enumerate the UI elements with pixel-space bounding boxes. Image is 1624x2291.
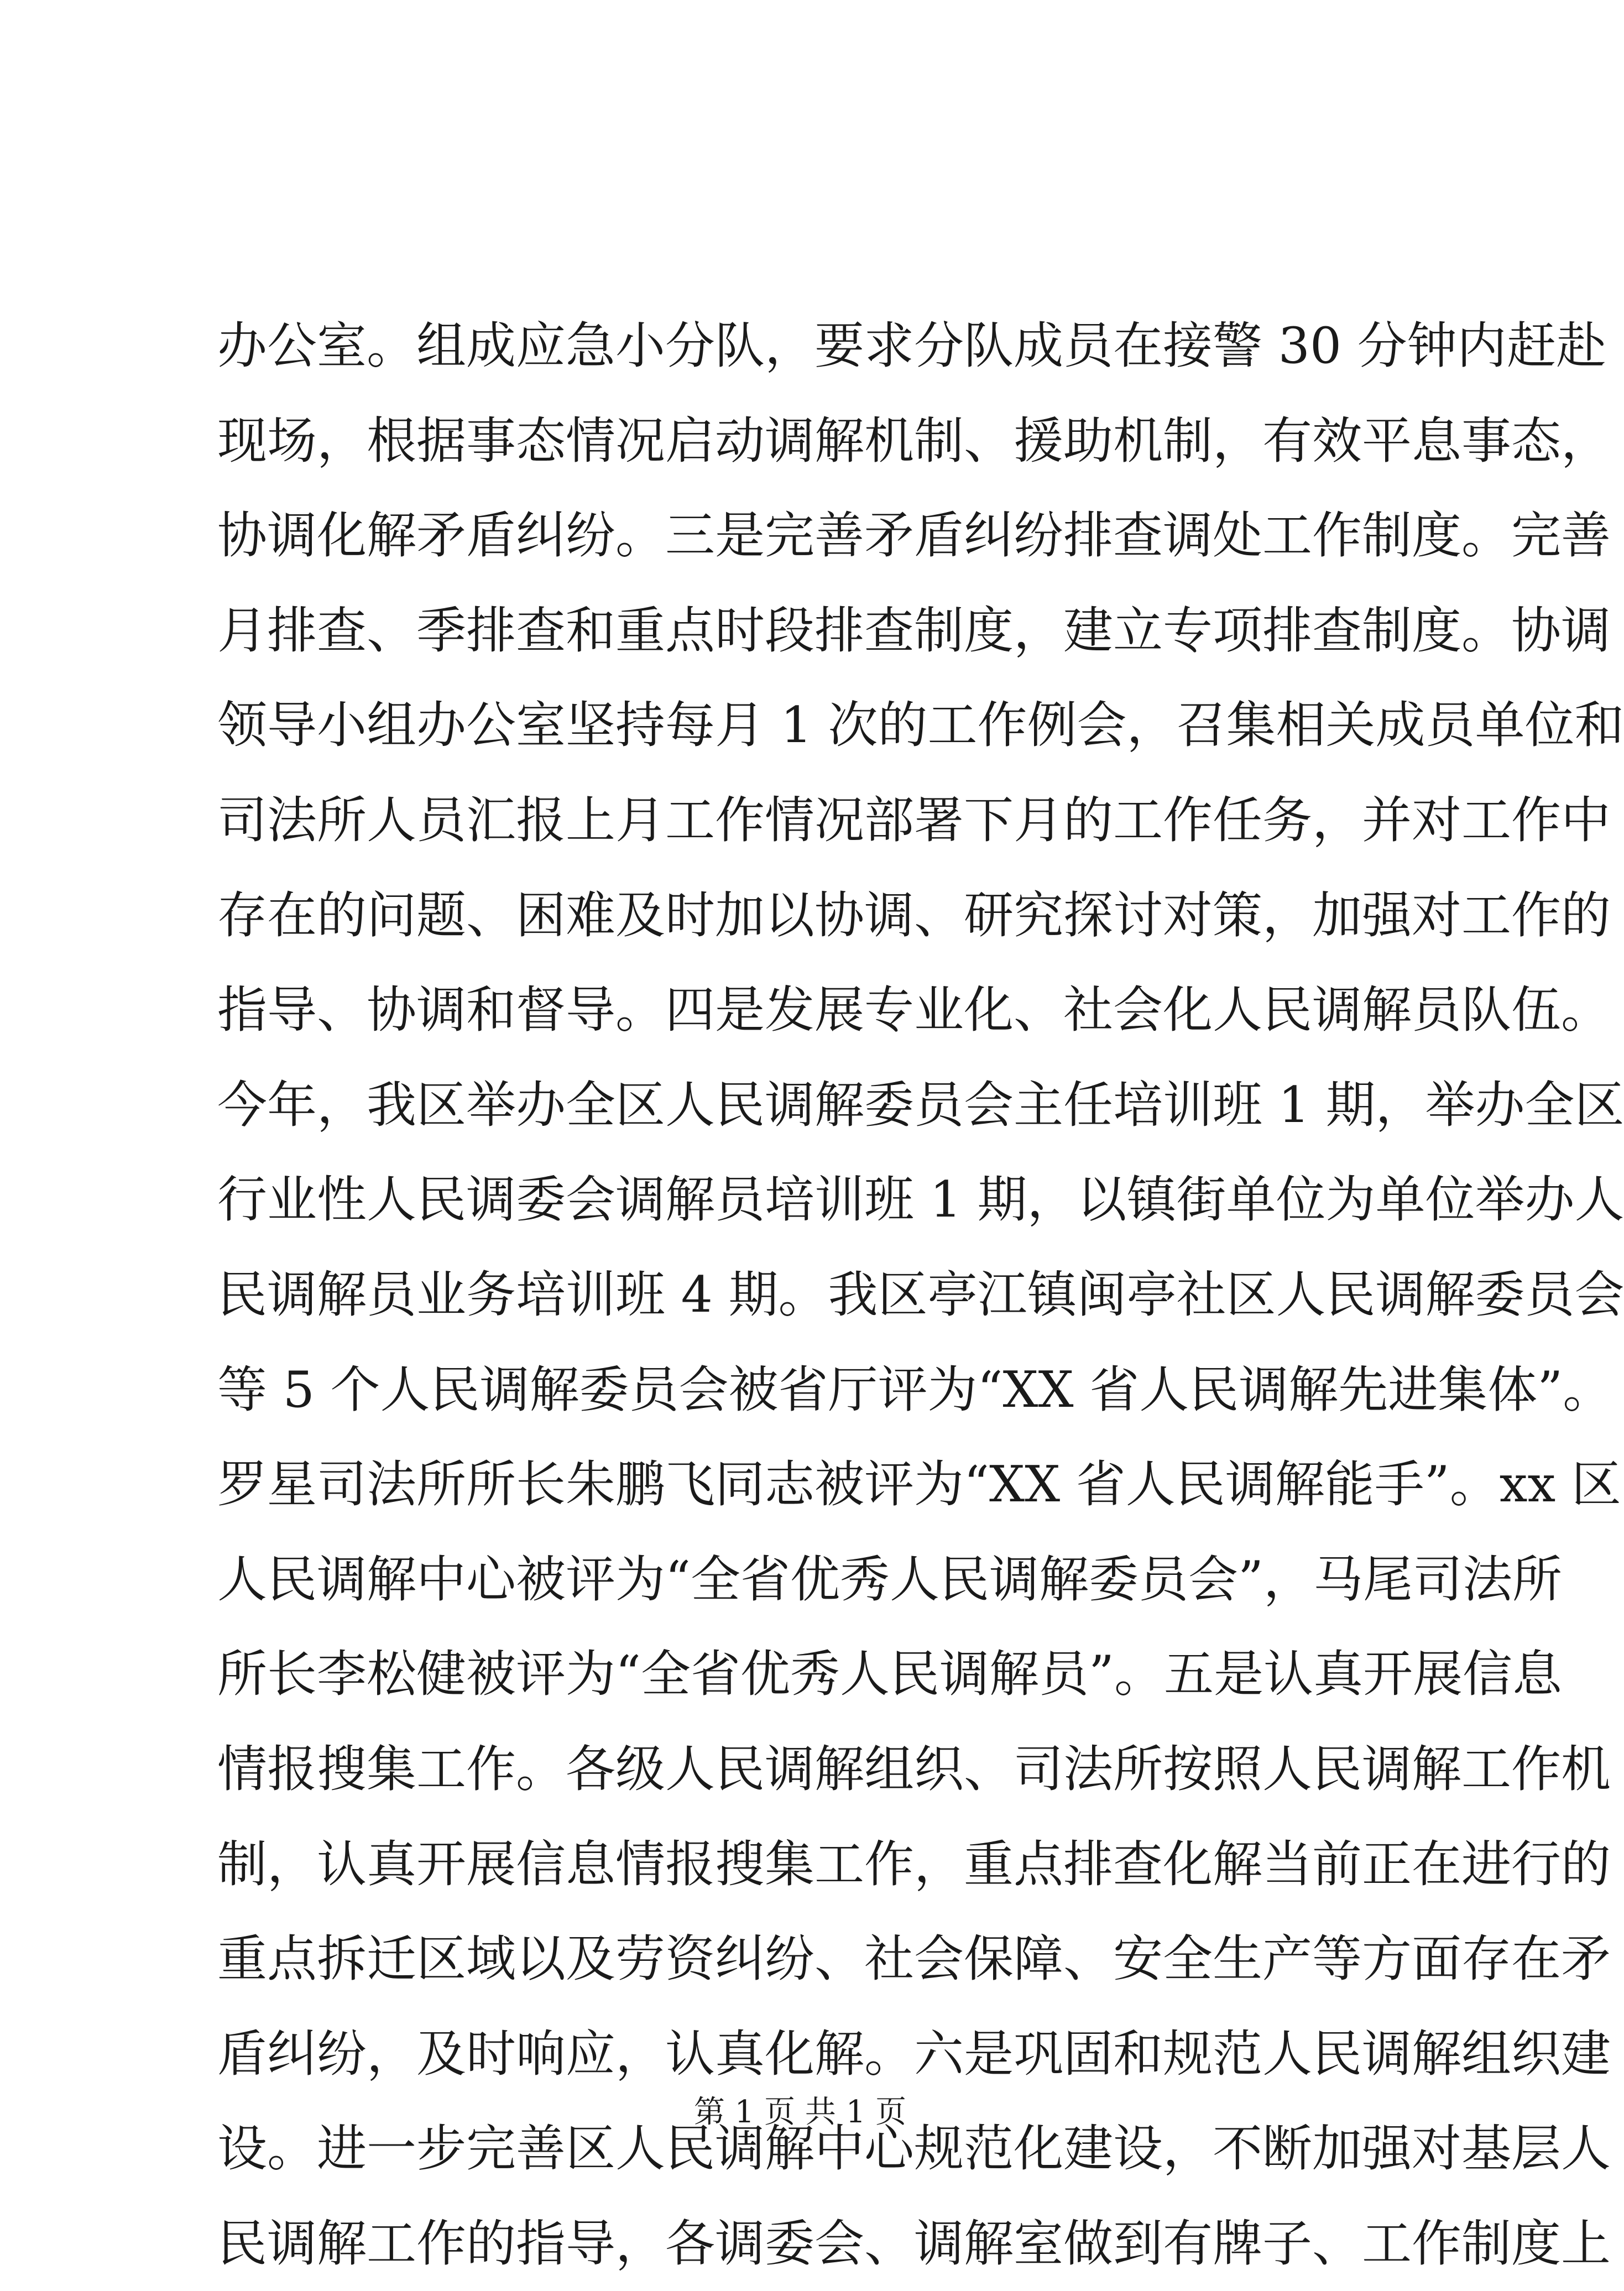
text-line-3: 协调化解矛盾纠纷。三是完善矛盾纠纷排查调处工作制度。完善 <box>217 507 1611 565</box>
text-line-11: 民调解员业务培训班 4 期。我区亭江镇闽亭社区人民调解委员会 <box>217 1265 1624 1324</box>
text-line-21: 民调解工作的指导，各调委会、调解室做到有牌子、工作制度上 <box>217 2214 1611 2273</box>
text-line-14: 人民调解中心被评为“全省优秀人民调解委员会”，马尾司法所 <box>217 1550 1563 1609</box>
text-line-13: 罗星司法所所长朱鹏飞同志被评为“XX 省人民调解能手”。xx 区 <box>217 1455 1621 1514</box>
text-line-19: 盾纠纷，及时响应，认真化解。六是巩固和规范人民调解组织建 <box>217 2024 1611 2083</box>
text-line-18: 重点拆迁区域以及劳资纠纷、社会保障、安全生产等方面存在矛 <box>217 1930 1611 1989</box>
text-line-8: 指导、协调和督导。四是发展专业化、社会化人民调解员队伍。 <box>217 981 1611 1040</box>
text-line-2: 现场，根据事态情况启动调解机制、援助机制，有效平息事态， <box>217 411 1611 470</box>
text-line-15: 所长李松健被评为“全省优秀人民调解员”。五是认真开展信息 <box>217 1645 1563 1704</box>
text-line-10: 行业性人民调委会调解员培训班 1 期，以镇街单位为单位举办人 <box>217 1171 1624 1229</box>
text-line-12: 等 5 个人民调解委员会被省厅评为“XX 省人民调解先进集体”。 <box>217 1360 1613 1419</box>
page-footer: 第 1 页 共 1 页 <box>693 2094 907 2130</box>
body-paragraph <box>217 299 1624 2291</box>
text-line-4: 月排查、季排查和重点时段排查制度，建立专项排查制度。协调 <box>217 601 1611 660</box>
text-line-6: 司法所人员汇报上月工作情况部署下月的工作任务，并对工作中 <box>217 791 1611 849</box>
text-line-1: 办公室。组成应急小分队，要求分队成员在接警 30 分钟内赶赴 <box>217 317 1606 375</box>
text-line-16: 情报搜集工作。各级人民调解组织、司法所按照人民调解工作机 <box>217 1740 1611 1798</box>
text-line-9: 今年，我区举办全区人民调解委员会主任培训班 1 期，举办全区 <box>217 1076 1624 1134</box>
text-line-20: 设。进一步完善区人民调解中心规范化建设，不断加强对基层人 <box>217 2120 1611 2178</box>
text-line-17: 制，认真开展信息情报搜集工作，重点排查化解当前正在进行的 <box>217 1835 1611 1893</box>
text-line-7: 存在的问题、困难及时加以协调、研究探讨对策，加强对工作的 <box>217 886 1611 944</box>
text-line-5: 领导小组办公室坚持每月 1 次的工作例会，召集相关成员单位和 <box>217 696 1624 755</box>
